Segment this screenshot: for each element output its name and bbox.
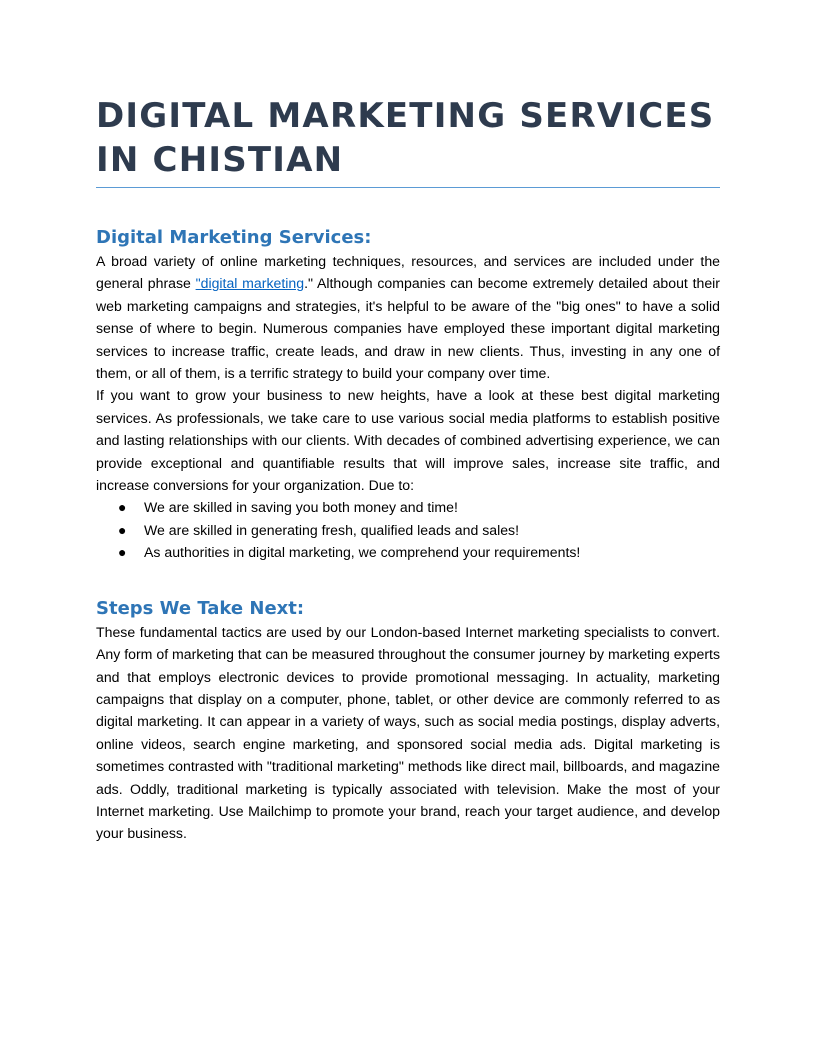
list-item-text: We are skilled in saving you both money and time! [144,499,458,516]
digital-marketing-link[interactable]: "digital marketing [195,275,305,292]
bullet-icon: ● [118,499,127,516]
section-heading-steps-we-take-next: Steps We Take Next: [96,597,305,619]
paragraph-text: ." Although companies can become extremely detailed about their web marketing campaigns and strategies, it's helpful to be aware of the "big ones" to have a solid sense of where to begin. Numerous companies have employed these important digital marketing services to increase traffic, create leads, and draw in new clients. Thus, investing in any one of them, or all of them, is a terrific strategy to build your company over time. [96,275,720,382]
benefits-list [96,496,720,563]
paragraph-text: A broad variety of online marketing techniques, resources, and services are included under the general phrase [96,253,720,292]
list-item [96,519,720,541]
document-title: DIGITAL MARKETING SERVICES IN CHISTIAN [96,94,720,188]
document-page [96,0,720,845]
list-item [96,541,720,563]
list-item-text: We are skilled in generating fresh, qualified leads and sales! [144,521,520,538]
bullet-icon: ● [118,544,127,561]
section1-paragraph-2: If you want to grow your business to new heights, have a look at these best digital marketing services. As professionals, we take care to use various social media platforms to establish positive and lasting relationships with our clients. With decades of combined advertising experience, we can provide exceptional and quantifiable results that will improve sales, increase site traffic, and increase conversions for your organization. Due to: [96,387,720,494]
list-item-text: As authorities in digital marketing, we comprehend your requirements! [144,544,581,561]
bullet-icon: ● [118,521,127,538]
section2-paragraph-1: These fundamental tactics are used by our London-based Internet marketing specialists to convert. Any form of marketing that can be measured throughout the consumer journey by marketing experts and that employs electronic devices to provide promotional messaging. In actuality, marketing campaigns that display on a computer, phone, tablet, or other device are commonly referred to as digital marketing. It can appear in a variety of ways, such as social media postings, display adverts, online videos, search engine marketing, and sponsored social media ads. Digital marketing is sometimes contrasted with "traditional marketing" methods like direct mail, billboards, and magazine ads. Oddly, traditional marketing is typically associated with television. Make the most of your Internet marketing. Use Mailchimp to promote your brand, reach your target audience, and develop your business. [96,623,720,842]
list-item [96,496,720,518]
section-heading-digital-marketing-services: Digital Marketing Services: [96,227,372,248]
section1-paragraph-1 [96,250,720,384]
